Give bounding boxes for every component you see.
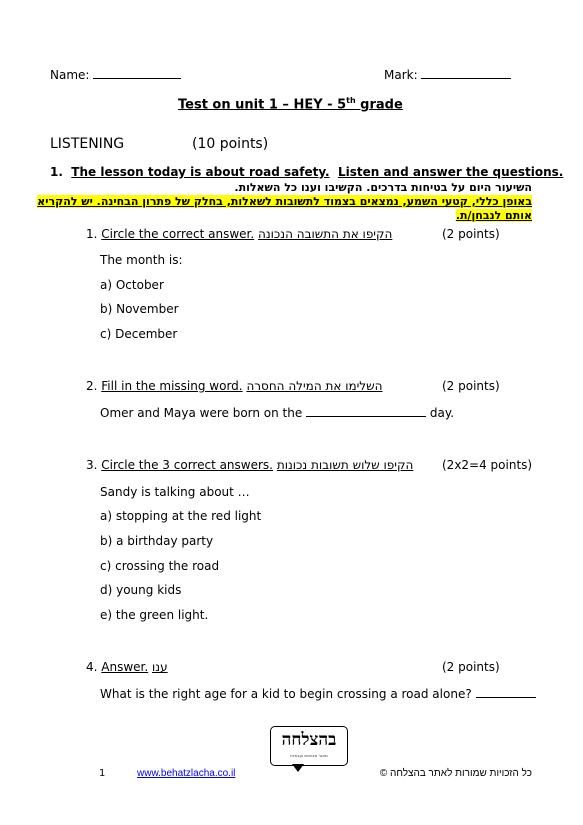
item-3-points: (2x2=4 points) bbox=[442, 458, 533, 472]
item-3-instruction: Circle the 3 correct answers. bbox=[101, 458, 273, 472]
item-2-sentence-before: Omer and Maya were born on the bbox=[100, 406, 303, 420]
name-label: Name: bbox=[50, 68, 90, 82]
question-1-intro bbox=[50, 165, 563, 179]
item-2-answer-blank[interactable] bbox=[306, 416, 426, 417]
item-3-option-d[interactable]: d) young kids bbox=[100, 583, 182, 597]
item-4-hebrew: ענו bbox=[152, 660, 168, 674]
item-2-instruction: Fill in the missing word. bbox=[101, 379, 243, 393]
item-4-header bbox=[86, 660, 168, 674]
name-field bbox=[50, 68, 181, 82]
teacher-note-line-2: אותם לנבחן/ת. bbox=[455, 209, 532, 222]
mark-blank[interactable] bbox=[421, 78, 511, 79]
logo-subtext: מאגר מבחנים ועבודות bbox=[290, 753, 328, 758]
item-1-instruction: Circle the correct answer. bbox=[101, 227, 255, 241]
question-1-number: 1. bbox=[50, 165, 63, 179]
item-1-option-b[interactable]: b) November bbox=[100, 302, 179, 316]
item-4-question-text: What is the right age for a kid to begin crossing a road alone? bbox=[100, 687, 472, 701]
logo-text: בהצלחה bbox=[281, 730, 337, 750]
item-3-option-e[interactable]: e) the green light. bbox=[100, 608, 209, 622]
item-1-option-a[interactable]: a) October bbox=[100, 278, 164, 292]
item-1-header bbox=[86, 227, 392, 241]
item-1-number: 1. bbox=[86, 227, 98, 241]
item-2-sentence-after: day. bbox=[429, 406, 455, 420]
item-1-option-c[interactable]: c) December bbox=[100, 327, 178, 341]
item-4-answer-blank[interactable] bbox=[476, 697, 536, 698]
footer-link[interactable]: www.behatzlacha.co.il bbox=[137, 768, 236, 779]
item-4-points: (2 points) bbox=[442, 660, 500, 674]
item-2-number: 2. bbox=[86, 379, 98, 393]
question-1-intro-a: The lesson today is about road safety. bbox=[71, 165, 330, 179]
item-4-number: 4. bbox=[86, 660, 98, 674]
item-3-option-c[interactable]: c) crossing the road bbox=[100, 559, 220, 573]
section-title: LISTENING bbox=[50, 136, 125, 152]
item-3-option-b[interactable]: b) a birthday party bbox=[100, 534, 214, 548]
section-points: (10 points) bbox=[192, 136, 269, 152]
item-3-number: 3. bbox=[86, 458, 98, 472]
teacher-note-line-1: באופן כללי, קטעי השמע, נמצאים בצמוד לתשובות לשאלות, בחלק של פתרון הבחינה. יש להקריא bbox=[37, 195, 532, 208]
page-title: Test on unit 1 – HEY - 5th grade bbox=[178, 96, 403, 113]
item-4-instruction: Answer. bbox=[101, 660, 149, 674]
item-1-hebrew: הקיפו את התשובה הנכונה bbox=[258, 227, 393, 241]
question-1-hebrew: השיעור היום על בטיחות בדרכים. הקשיבו וענו כל השאלות. bbox=[234, 181, 532, 194]
question-1-intro-b: Listen and answer the questions. bbox=[337, 165, 564, 179]
item-3-stem: Sandy is talking about … bbox=[100, 485, 250, 499]
item-2-points: (2 points) bbox=[442, 379, 500, 393]
item-3-option-a[interactable]: a) stopping at the red light bbox=[100, 509, 262, 523]
page-number: 1 bbox=[99, 768, 106, 779]
logo-speech-tail bbox=[292, 764, 304, 772]
footer-copyright: כל הזכויות שמורות לאתר בהצלחה © bbox=[379, 768, 532, 779]
item-1-stem: The month is: bbox=[100, 253, 183, 267]
item-3-hebrew: הקיפו שלוש תשובות נכונות bbox=[276, 458, 414, 472]
mark-label: Mark: bbox=[384, 68, 418, 82]
name-blank[interactable] bbox=[93, 78, 181, 79]
item-2-header bbox=[86, 379, 382, 393]
behatzlacha-logo bbox=[270, 726, 348, 766]
item-4-question bbox=[100, 687, 536, 701]
item-1-points: (2 points) bbox=[442, 227, 500, 241]
item-2-hebrew: השלימו את המילה החסרה bbox=[246, 379, 383, 393]
item-3-header bbox=[86, 458, 413, 472]
item-2-sentence bbox=[100, 406, 454, 420]
mark-field bbox=[384, 68, 511, 82]
